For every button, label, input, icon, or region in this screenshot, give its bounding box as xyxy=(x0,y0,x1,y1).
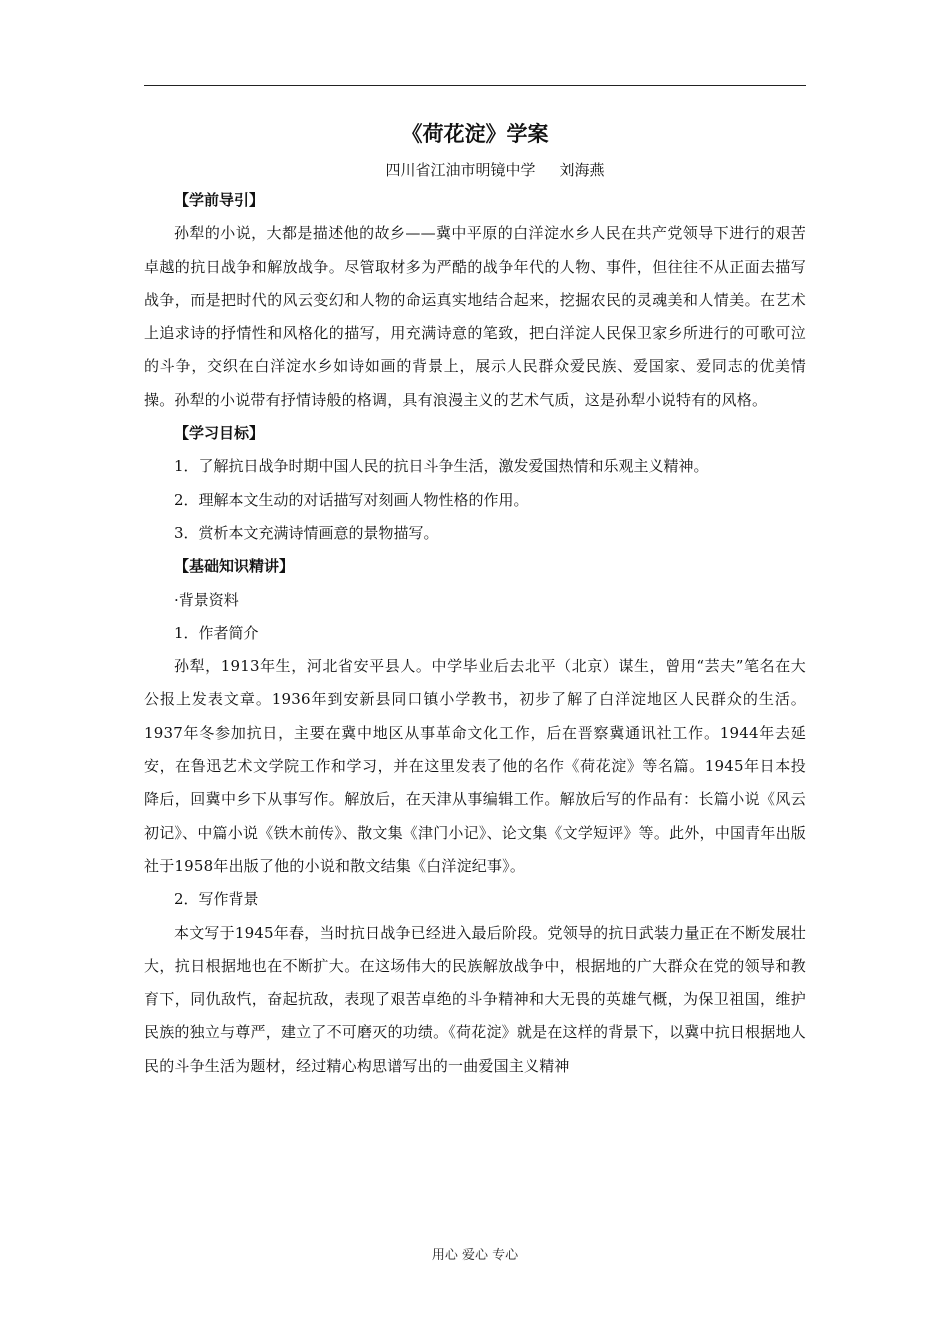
document-byline xyxy=(144,156,806,184)
writing-background-label: 2．写作背景 xyxy=(174,890,259,909)
byline-author: 刘海燕 xyxy=(559,161,605,179)
section-heading-basics: 【基础知识精讲】 xyxy=(174,557,295,576)
section-heading-intro: 【学前导引】 xyxy=(174,191,265,209)
background-label: ·背景资料 xyxy=(174,590,239,609)
author-intro-paragraph: 孙犁，1913年生，河北省安平县人。中学毕业后去北平（北京）谋生，曾用“芸夫”笔名在大公报上发表文章。1936年到安新县同口镇小学教书，初步了解了白洋淀地区人民群众的生活。1937年冬参加抗日，主要在冀中地区从事革命文化工作，后在晋察冀通讯社工作。1944年去延安，在鲁迅艺术文学院工作和学习，并在这里发表了他的名作《荷花淀》等名篇。1945年日本投降后，回冀中乡下从事写作。解放后，在天津从事编辑工作。解放后写的作品有：长篇小说《风云初记》、中篇小说《铁木前传》、散文集《津门小记》、论文集《文学短评》等。此外，中国青年出版社于1958年出版了他的小说和散文结集《白洋淀纪事》。 xyxy=(144,657,806,875)
document-body xyxy=(144,112,806,1083)
section-heading-goals: 【学习目标】 xyxy=(174,424,265,443)
goal-item-1: 1．了解抗日战争时期中国人民的抗日斗争生活，激发爱国热情和乐观主义精神。 xyxy=(174,457,709,476)
byline-school: 四川省江油市明镜中学 xyxy=(385,161,536,179)
author-intro-label: 1．作者简介 xyxy=(174,623,259,642)
goal-item-3: 3．赏析本文充满诗情画意的景物描写。 xyxy=(174,523,439,542)
header-rule xyxy=(144,85,806,86)
intro-paragraph: 孙犁的小说，大都是描述他的故乡——冀中平原的白洋淀水乡人民在共产党领导下进行的艰苦卓越的抗日战争和解放战争。尽管取材多为严酷的战争年代的人物、事件，但往往不从正面去描写战争，而是把时代的风云变幻和人物的命运真实地结合起来，挖掘农民的灵魂美和人情美。在艺术上追求诗的抒情性和风格化的描写，用充满诗意的笔致，把白洋淀人民保卫家乡所进行的可歌可泣的斗争，交织在白洋淀水乡如诗如画的背景上，展示人民群众爱民族、爱国家、爱同志的优美情操。孙犁的小说带有抒情诗般的格调，具有浪漫主义的艺术气质，这是孙犁小说特有的风格。 xyxy=(144,224,806,409)
document-title: 《荷花淀》学案 xyxy=(401,122,549,146)
goal-item-2: 2．理解本文生动的对话描写对刻画人物性格的作用。 xyxy=(174,490,529,509)
page-footer: 用心 爱心 专心 xyxy=(431,1248,519,1263)
writing-background-paragraph: 本文写于1945年春，当时抗日战争已经进入最后阶段。党领导的抗日武装力量正在不断发展壮大，抗日根据地也在不断扩大。在这场伟大的民族解放战争中，根据地的广大群众在党的领导和教育下，同仇敌忾，奋起抗敌，表现了艰苦卓绝的斗争精神和大无畏的英雄气概，为保卫祖国，维护民族的独立与尊严，建立了不可磨灭的功绩。《荷花淀》就是在这样的背景下，以冀中抗日根据地人民的斗争生活为题材，经过精心构思谱写出的一曲爱国主义精神 xyxy=(144,923,806,1075)
